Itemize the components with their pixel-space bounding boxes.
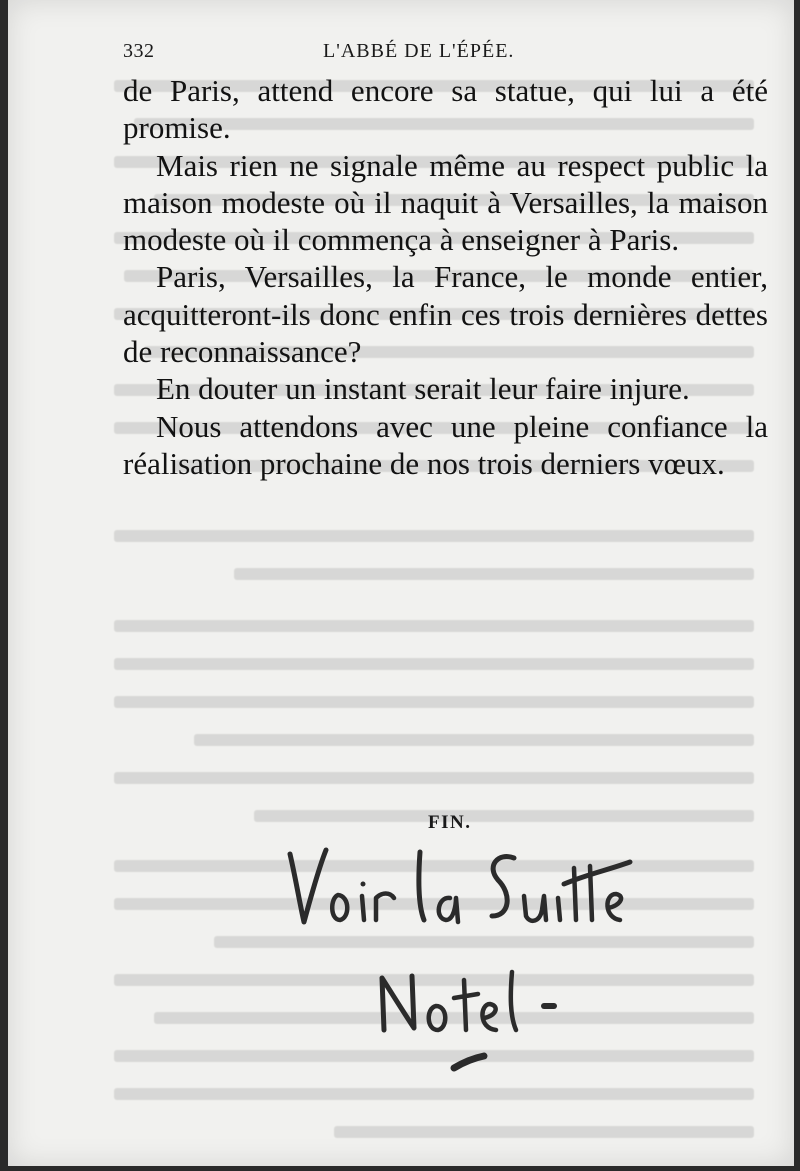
paragraph: Nous attendons avec une pleine confiance la réalisation prochaine de nos trois derniers vœux. bbox=[123, 408, 768, 481]
end-mark: FIN. bbox=[428, 812, 472, 833]
page-header bbox=[123, 40, 733, 68]
handwritten-annotation bbox=[278, 840, 658, 1080]
paragraph: En douter un instant serait leur faire injure. bbox=[156, 371, 690, 407]
paragraph: Paris, Versailles, la France, le monde entier, acquitteront-ils donc enfin ces trois dernières dettes de reconnaissance? bbox=[123, 259, 768, 370]
paragraph: Mais rien ne signale même au respect public la maison modeste où il naquit à Versailles, la maison modeste où il commença à enseigner à Paris. bbox=[123, 147, 768, 258]
paragraph-continuation: de Paris, attend encore sa statue, qui lui a été promise. bbox=[123, 73, 768, 146]
page-number: 332 bbox=[123, 40, 155, 62]
book-page bbox=[8, 0, 794, 1166]
body-text bbox=[123, 72, 768, 482]
running-title: L'ABBÉ DE L'ÉPÉE. bbox=[323, 40, 515, 62]
